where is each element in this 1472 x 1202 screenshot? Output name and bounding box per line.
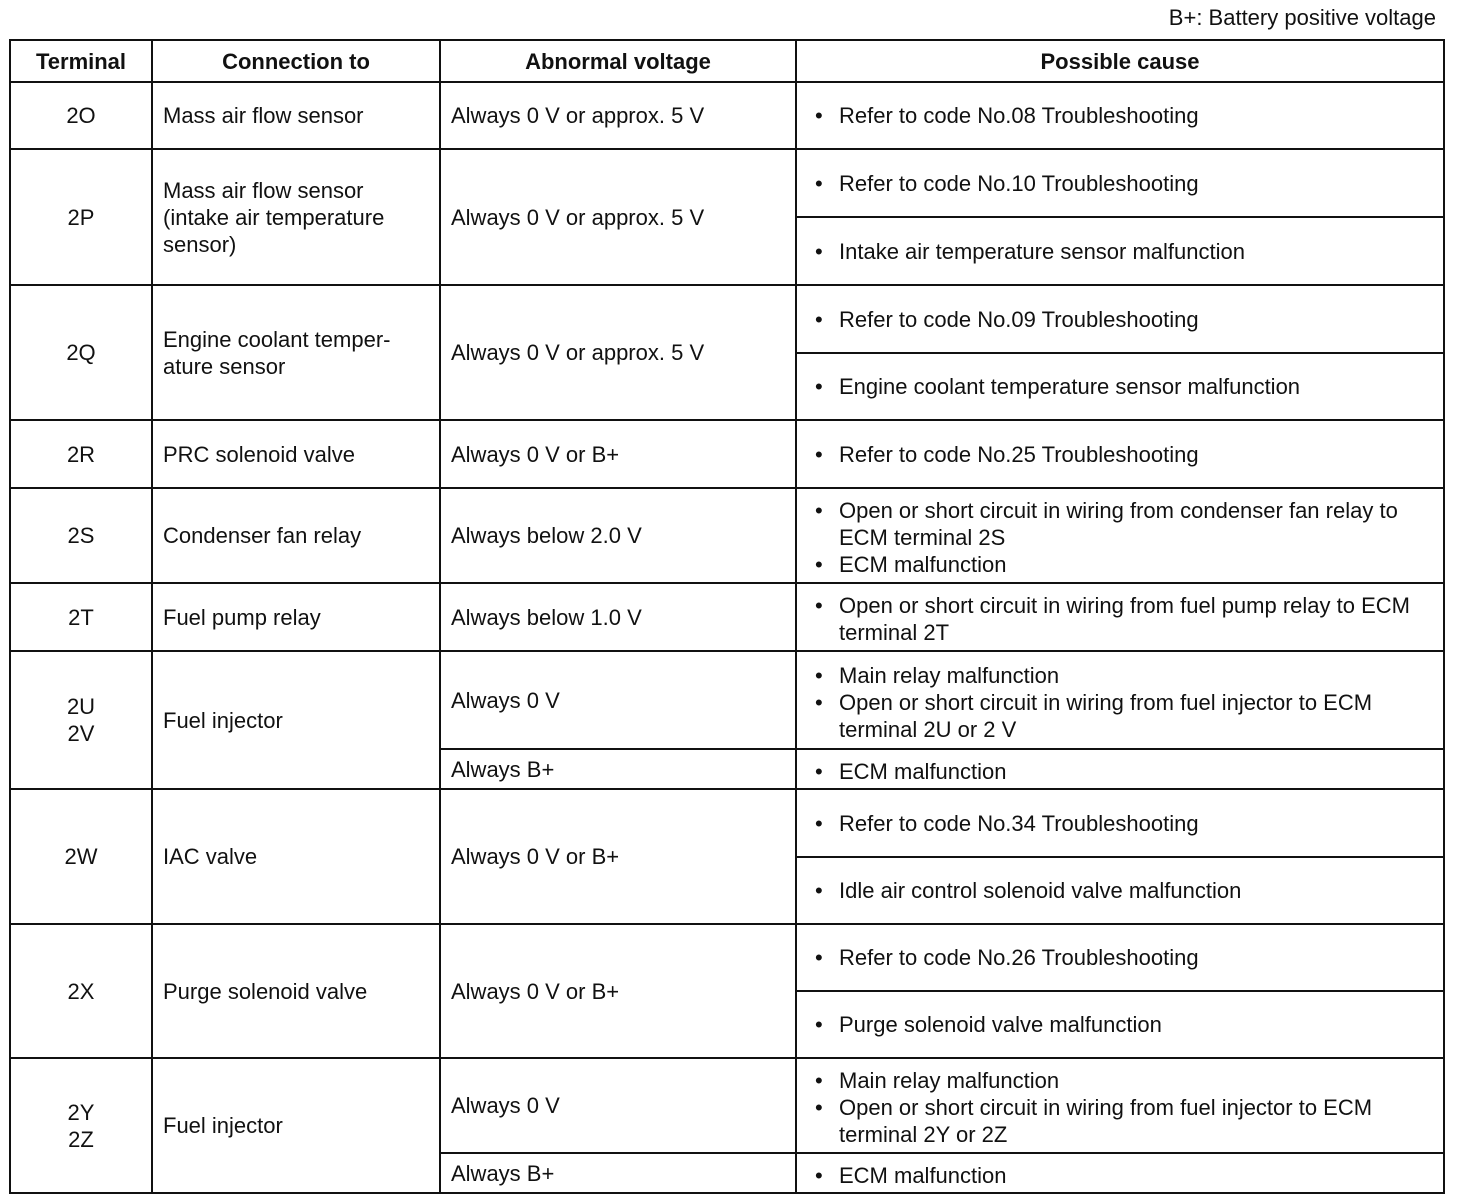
voltage-cell: Always 0 V or B+ [440, 924, 796, 1058]
cause-item: • Open or short circuit in wiring from fuel injector to ECM terminal 2U or 2 V [807, 689, 1433, 743]
voltage-cell: Always 0 V or approx. 5 V [440, 149, 796, 285]
terminal-label: 2U [66, 694, 96, 719]
cause-item: • Refer to code No.34 Troubleshooting [807, 810, 1433, 837]
cause-item: • Open or short circuit in wiring from fuel injector to ECM terminal 2Y or 2Z [807, 1094, 1433, 1148]
cause-cell [796, 82, 1444, 149]
cause-cell [796, 217, 1444, 285]
battery-voltage-legend: B+: Battery positive voltage [1168, 5, 1436, 30]
cause-cell [796, 857, 1444, 924]
voltage-cell: Always below 2.0 V [440, 488, 796, 583]
terminal-cell: 2W [10, 789, 152, 924]
table-row [10, 420, 1444, 488]
terminal-cell: 2R [10, 420, 152, 488]
connection-cell: Mass air flow sensor (intake air temperature sensor) [152, 149, 440, 285]
cause-item: • Intake air temperature sensor malfunction [807, 238, 1433, 265]
connection-cell: Fuel injector [152, 651, 440, 789]
cause-cell [796, 353, 1444, 420]
connection-cell: Mass air flow sensor [152, 82, 440, 149]
connection-cell: IAC valve [152, 789, 440, 924]
terminal-cell [10, 1058, 152, 1193]
cause-item: • Refer to code No.25 Troubleshooting [807, 441, 1433, 468]
header-connection: Connection to [152, 40, 440, 82]
terminal-cell: 2X [10, 924, 152, 1058]
connection-cell: PRC solenoid valve [152, 420, 440, 488]
cause-item: • Open or short circuit in wiring from fuel pump relay to ECM terminal 2T [807, 592, 1433, 646]
terminal-label: 2Y [67, 1099, 95, 1125]
cause-item: • Refer to code No.08 Troubleshooting [807, 102, 1433, 129]
connection-cell: Engine coolant temper-ature sensor [152, 285, 440, 420]
ecm-terminal-table [9, 39, 1445, 1194]
cause-cell [796, 1058, 1444, 1153]
header-terminal: Terminal [10, 40, 152, 82]
header-voltage: Abnormal voltage [440, 40, 796, 82]
cause-item: • ECM malfunction [807, 758, 1433, 785]
cause-item: • Open or short circuit in wiring from condenser fan relay to ECM terminal 2S [807, 497, 1433, 551]
cause-cell [796, 749, 1444, 789]
cause-item: • Refer to code No.09 Troubleshooting [807, 306, 1433, 333]
terminal-label: 2V [67, 721, 95, 746]
voltage-cell: Always 0 V or approx. 5 V [440, 82, 796, 149]
terminal-cell: 2S [10, 488, 152, 583]
table-row [10, 651, 1444, 749]
voltage-cell: Always 0 V or B+ [440, 789, 796, 924]
voltage-cell: Always 0 V or approx. 5 V [440, 285, 796, 420]
connection-cell: Condenser fan relay [152, 488, 440, 583]
cause-item: • Idle air control solenoid valve malfunction [807, 877, 1433, 904]
cause-cell [796, 789, 1444, 857]
cause-cell [796, 991, 1444, 1058]
table-row [10, 924, 1444, 991]
connection-cell: Purge solenoid valve [152, 924, 440, 1058]
cause-item: • Refer to code No.10 Troubleshooting [807, 170, 1433, 197]
header-cause: Possible cause [796, 40, 1444, 82]
cause-cell [796, 420, 1444, 488]
connection-cell: Fuel pump relay [152, 583, 440, 651]
cause-cell [796, 149, 1444, 217]
voltage-cell: Always 0 V [440, 1058, 796, 1153]
cause-cell [796, 488, 1444, 583]
terminal-label: 2Z [68, 1126, 94, 1152]
terminal-cell: 2Q [10, 285, 152, 420]
terminal-cell: 2T [10, 583, 152, 651]
voltage-cell: Always 0 V [440, 651, 796, 749]
connection-cell: Fuel injector [152, 1058, 440, 1193]
header-row [10, 40, 1444, 82]
cause-cell [796, 924, 1444, 991]
cause-item: • Main relay malfunction [807, 662, 1433, 689]
cause-item: • Purge solenoid valve malfunction [807, 1011, 1433, 1038]
cause-item: • ECM malfunction [807, 1162, 1433, 1189]
table-row [10, 285, 1444, 353]
table-row [10, 82, 1444, 149]
cause-item: • ECM malfunction [807, 551, 1433, 578]
cause-item: • Engine coolant temperature sensor malfunction [807, 373, 1433, 400]
cause-cell [796, 285, 1444, 353]
voltage-cell: Always B+ [440, 1153, 796, 1193]
cause-cell [796, 1153, 1444, 1193]
voltage-cell: Always 0 V or B+ [440, 420, 796, 488]
table-row [10, 488, 1444, 583]
terminal-cell: 2O [10, 82, 152, 149]
cause-item: • Main relay malfunction [807, 1067, 1433, 1094]
terminal-cell [10, 651, 152, 789]
cause-item: • Refer to code No.26 Troubleshooting [807, 944, 1433, 971]
table-row [10, 1058, 1444, 1153]
table-row [10, 583, 1444, 651]
terminal-cell: 2P [10, 149, 152, 285]
table-row [10, 789, 1444, 857]
voltage-cell: Always below 1.0 V [440, 583, 796, 651]
cause-cell [796, 651, 1444, 749]
table-row [10, 149, 1444, 217]
cause-cell [796, 583, 1444, 651]
voltage-cell: Always B+ [440, 749, 796, 789]
